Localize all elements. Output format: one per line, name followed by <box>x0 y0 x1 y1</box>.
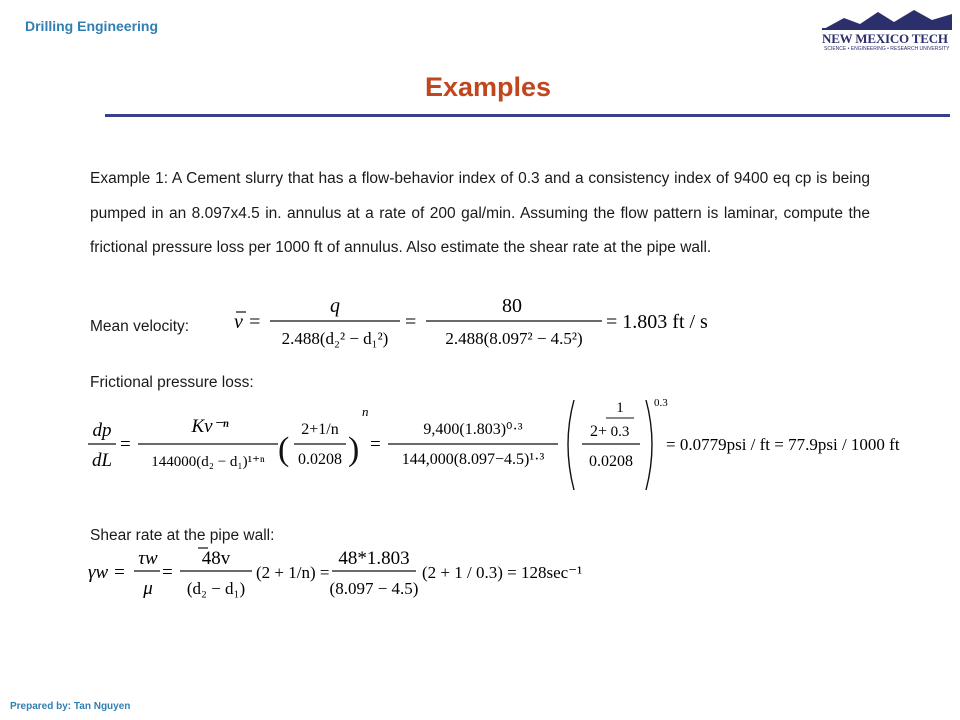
svg-text:=: = <box>370 434 381 455</box>
mean-velocity-label: Mean velocity: <box>90 318 190 335</box>
shear-num1: τw <box>138 548 158 569</box>
velocity-equation <box>230 295 708 363</box>
svg-text:(: ( <box>278 431 290 468</box>
friction-num2: 9,400(1.803)⁰·³ <box>423 421 523 438</box>
shear-den3: (8.097 − 4.5) <box>329 579 419 598</box>
problem-statement: Example 1: A Cement slurry that has a flow-behavior index of 0.3 and a consistency index of 9400 eq cp is being pumped in an 8.097x4.5 in. annulus at a rate of 200 gal/min. Assuming the flow pattern is laminar, compute the frictional pressure loss per 1000 ft of annulus. Also estimate the shear rate at the pipe wall. <box>90 170 870 256</box>
friction-num1: Kv⁻ⁿ <box>191 416 229 437</box>
shear-result: (2 + 1 / 0.3) = 128sec⁻¹ <box>422 563 583 582</box>
shear-den2: (d₂ − d₁) <box>186 579 246 598</box>
velocity-den2: 2.488(8.097² − 4.5²) <box>445 329 583 348</box>
friction-paren2-num-a: 2+ <box>590 423 608 440</box>
shear-lhs: γw = <box>88 562 126 583</box>
friction-label: Frictional pressure loss: <box>90 374 254 391</box>
shear-num2: 48v <box>201 548 231 569</box>
svg-text:=: = <box>162 562 173 583</box>
friction-equation <box>88 398 948 499</box>
velocity-num1: q <box>330 295 340 317</box>
shear-equation <box>88 542 648 609</box>
course-title: Drilling Engineering <box>25 18 159 34</box>
friction-paren1-den: 0.0208 <box>298 451 342 468</box>
friction-paren2-numb-den: 0.3 <box>610 424 630 440</box>
svg-text:=: = <box>405 311 417 333</box>
velocity-den1: 2.488(d₂² − d₁²) <box>281 329 389 348</box>
friction-exp1: n <box>362 404 369 419</box>
friction-lhs-num: dp <box>92 420 112 441</box>
friction-paren2-den: 0.0208 <box>589 453 633 470</box>
svg-text:=: = <box>120 434 131 455</box>
friction-exp2: 0.3 <box>654 397 668 409</box>
friction-den2: 144,000(8.097−4.5)¹·³ <box>401 451 545 468</box>
shear-label: Shear rate at the pipe wall: <box>90 527 275 544</box>
shear-den1: μ <box>143 578 153 599</box>
shear-factor1: (2 + 1/n) = <box>256 563 330 582</box>
logo-tagline: SCIENCE • ENGINEERING • RESEARCH UNIVERSITY <box>824 46 950 52</box>
velocity-num2: 80 <box>502 295 522 317</box>
slide-title: Examples <box>424 72 552 102</box>
svg-text:): ) <box>348 431 360 468</box>
friction-paren2-numb-num: 1 <box>616 400 624 416</box>
velocity-lhs: v = <box>234 311 262 333</box>
university-logo <box>822 8 952 50</box>
friction-den1: 144000(d₂ − d₁)¹⁺ⁿ <box>151 454 265 470</box>
logo-name: NEW MEXICO TECH <box>822 31 948 46</box>
shear-num3: 48*1.803 <box>338 548 410 569</box>
friction-paren1-num: 2+1/n <box>301 421 339 438</box>
friction-lhs-den: dL <box>91 450 113 471</box>
title-divider <box>105 114 950 117</box>
velocity-result: = 1.803 ft / s <box>606 311 708 333</box>
mountain-logo-icon <box>822 8 952 30</box>
friction-result: = 0.0779psi / ft = 77.9psi / 1000 ft <box>666 435 900 454</box>
prepared-by: Prepared by: Tan Nguyen <box>10 701 131 712</box>
